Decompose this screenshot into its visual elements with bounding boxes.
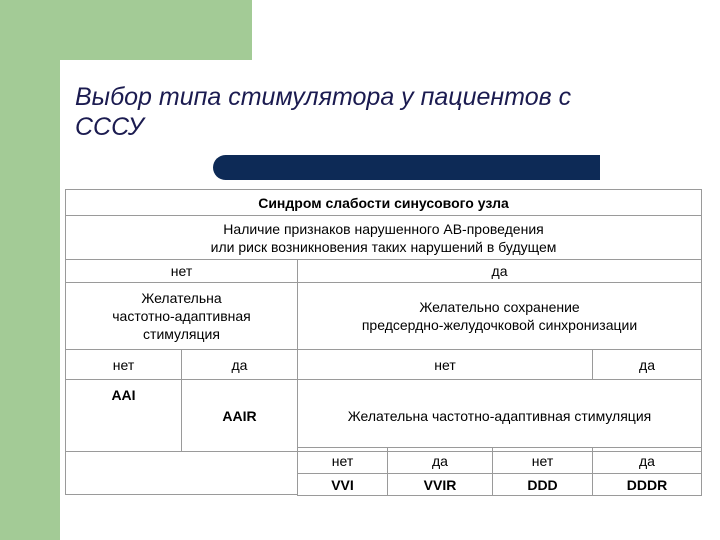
sub-no-2-cell: нет [493, 448, 593, 474]
av-conduction-line2: или риск возникновения таких нарушений в будущем [210, 238, 557, 255]
mode-vvi-cell: VVI [298, 474, 388, 496]
pacemaker-mode-subtable [297, 447, 702, 496]
rate-adaptive-full-cell: Желательна частотно-адаптивная стимуляция [298, 380, 702, 452]
pacemaker-decision-table [65, 189, 702, 452]
rate-adaptive-line2: частотно-адаптивная [112, 308, 251, 324]
av-sync-line2: предсердно-желудочковой синхронизации [361, 317, 638, 333]
table-header-cell: Синдром слабости синусового узла [66, 190, 702, 216]
mode-ddd-cell: DDD [493, 474, 593, 496]
top-green-block [0, 0, 252, 60]
sub-yes-1-cell: да [388, 448, 493, 474]
rate-adaptive-cell [66, 283, 298, 350]
rate-adaptive-line1: Желательна [141, 290, 222, 306]
left-no-cell: нет [66, 350, 182, 380]
right-yes-cell: да [593, 350, 702, 380]
table-row [298, 448, 702, 474]
left-yes-cell: да [182, 350, 298, 380]
empty-region [65, 447, 297, 495]
table-row [298, 474, 702, 496]
right-no-cell: нет [298, 350, 593, 380]
av-sync-cell [298, 283, 702, 350]
sub-no-1-cell: нет [298, 448, 388, 474]
table-row [66, 260, 702, 283]
av-sync-line1: Желательно сохранение [419, 299, 580, 315]
rate-adaptive-line3: стимуляция [143, 326, 220, 342]
mode-aai-cell: AAI [66, 380, 182, 452]
av-no-cell: нет [66, 260, 298, 283]
av-conduction-cell [66, 216, 702, 260]
left-green-strip [0, 0, 60, 540]
slide-title [75, 82, 675, 142]
table-row [66, 283, 702, 350]
mode-aair-cell: AAIR [182, 380, 298, 452]
title-underline-bar [213, 155, 600, 180]
table-row [66, 216, 702, 260]
av-yes-cell: да [298, 260, 702, 283]
slide-title-line1: Выбор типа стимулятора у пациентов с [75, 83, 572, 111]
table-row [66, 350, 702, 380]
sub-yes-2-cell: да [593, 448, 702, 474]
slide-title-line2: СССУ [75, 113, 144, 141]
av-conduction-line1: Наличие признаков нарушенного АВ-проведения [223, 220, 544, 237]
table-row [66, 190, 702, 216]
mode-vvir-cell: VVIR [388, 474, 493, 496]
mode-dddr-cell: DDDR [593, 474, 702, 496]
table-row [66, 380, 702, 452]
